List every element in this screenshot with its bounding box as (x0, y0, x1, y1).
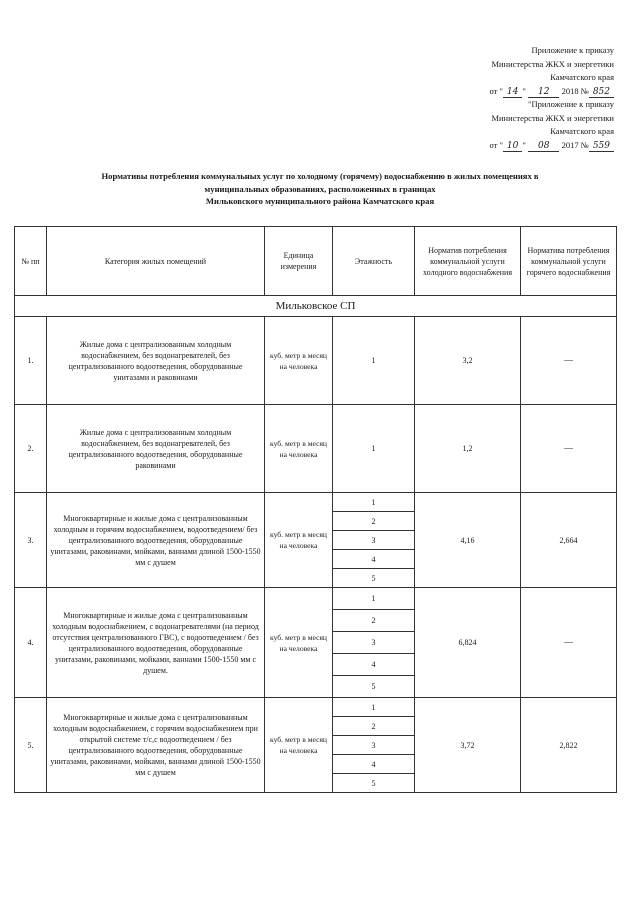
row-category: Жилые дома с централизованным холодным водоснабжением, без водонагревателей, без централизованного водоотведения, оборудованные унитазами и раковинами (47, 317, 265, 405)
row-floor: 5 (333, 569, 415, 588)
row-floor: 5 (333, 676, 415, 698)
appendix-line: Министерства ЖКХ и энергетики (491, 112, 614, 123)
table-row (15, 698, 617, 717)
row-cold-norm: 1,2 (415, 405, 521, 493)
row-category: Многоквартирные и жилые дома с централизованным холодным и горячим водоснабжением, водоотведением/ без централизованного водоотведения, оборудованные унитазами, раковинами, мойками, ваннами длиной 1500-1550 мм с душем (47, 493, 265, 588)
row-floor: 3 (333, 632, 415, 654)
appendix-line: "Приложение к приказу (527, 99, 614, 109)
header-unit: Единица измерения (265, 227, 333, 296)
handwritten-number: 852 (589, 87, 614, 98)
title-line: муниципальных образованиях, расположенных в границах (204, 183, 436, 194)
row-category: Жилые дома с централизованным холодным водоснабжением, без водонагревателей, без централизованного водоотведения, оборудованные раковинами (47, 405, 265, 493)
section-row (15, 296, 617, 317)
row-unit: куб. метр в месяц на человека (265, 698, 333, 793)
table-row (15, 493, 617, 512)
row-hot-norm: — (521, 317, 617, 405)
title-line: Нормативы потребления коммунальных услуг по холодному (горячему) водоснабжению в жилых помещениях в (101, 171, 539, 181)
row-floor: 2 (333, 610, 415, 632)
row-category: Многоквартирные и жилые дома с централизованным холодным водоснабжением, с горячим водоснабжением при открытой системе т/с,с водоотведением / без централизованного водоотведения, оборудованные унитазами, раковинами, мойками, ваннами длиной 1500-1550 мм с душем (47, 698, 265, 793)
row-unit: куб. метр в месяц на человека (265, 317, 333, 405)
table-row (15, 317, 617, 405)
header-num: № пп (15, 227, 47, 296)
row-floor: 2 (333, 717, 415, 736)
row-floor: 4 (333, 755, 415, 774)
table-row (15, 405, 617, 493)
document-number: 559 (589, 141, 614, 152)
row-floor: 1 (333, 588, 415, 610)
row-unit: куб. метр в месяц на человека (265, 588, 333, 698)
row-floor: 1 (333, 405, 415, 493)
row-cold-norm: 3,2 (415, 317, 521, 405)
year: 2018 (561, 85, 579, 96)
table-header-row (15, 227, 617, 296)
row-num: 5. (15, 698, 47, 793)
title-line: Мильковского муниципального района Камчатского края (205, 196, 435, 206)
row-floor: 4 (333, 550, 415, 569)
row-cold-norm: 3,72 (415, 698, 521, 793)
appendix-line: Камчатского края (550, 126, 614, 137)
header-cold-water: Норматив потребления коммунальной услуги холодного водоснабжения (415, 227, 521, 296)
table-row (15, 588, 617, 610)
row-unit: куб. метр в месяц на человека (265, 493, 333, 588)
date-day: 10 (503, 141, 522, 152)
row-hot-norm: — (521, 588, 617, 698)
date-month: 08 (528, 141, 559, 152)
date-sep: " (522, 85, 526, 96)
appendix-block-current (354, 44, 614, 99)
row-floor: 1 (333, 698, 415, 717)
appendix-line: Приложение к приказу (531, 45, 614, 55)
row-unit: куб. метр в месяц на человека (265, 405, 333, 493)
header-hot-water: Норматива потребления коммунальной услуги горячего водоснабжения (521, 227, 617, 296)
number-prefix: № (580, 139, 589, 150)
handwritten-day: 14 (503, 87, 522, 98)
header-floors: Этажность (333, 227, 415, 296)
header-category: Категория жилых помещений (47, 227, 265, 296)
row-floor: 1 (333, 317, 415, 405)
row-floor: 5 (333, 774, 415, 793)
appendix-line: Камчатского края (550, 72, 614, 83)
row-floor: 4 (333, 654, 415, 676)
row-floor: 1 (333, 493, 415, 512)
row-floor: 2 (333, 512, 415, 531)
appendix-date-line (354, 139, 614, 154)
row-floor: 3 (333, 736, 415, 755)
row-num: 2. (15, 405, 47, 493)
appendix-line: Министерства ЖКХ и энергетики (491, 58, 614, 69)
appendix-block-original (354, 98, 614, 153)
row-hot-norm: — (521, 405, 617, 493)
date-prefix: от " (489, 85, 503, 96)
row-floor: 3 (333, 531, 415, 550)
row-hot-norm: 2,822 (521, 698, 617, 793)
number-prefix: № (580, 85, 589, 96)
row-num: 3. (15, 493, 47, 588)
row-num: 1. (15, 317, 47, 405)
date-sep: " (522, 139, 526, 150)
row-num: 4. (15, 588, 47, 698)
row-cold-norm: 6,824 (415, 588, 521, 698)
norms-table (14, 226, 617, 793)
handwritten-month: 12 (528, 87, 559, 98)
section-title: Мильковское СП (15, 296, 617, 317)
row-hot-norm: 2,664 (521, 493, 617, 588)
date-prefix: от " (489, 139, 503, 150)
row-cold-norm: 4,16 (415, 493, 521, 588)
document-title (70, 170, 570, 208)
row-category: Многоквартирные и жилые дома с централизованным холодным водоснабжением, с водонагревателями (на период отсутствия централизованного ГВС), с водоотведением / без централизованного водоотведения, оборудованные унитазами, раковинами, мойками, ваннами 1500-1550 мм с душем. (47, 588, 265, 698)
year: 2017 (561, 139, 579, 150)
